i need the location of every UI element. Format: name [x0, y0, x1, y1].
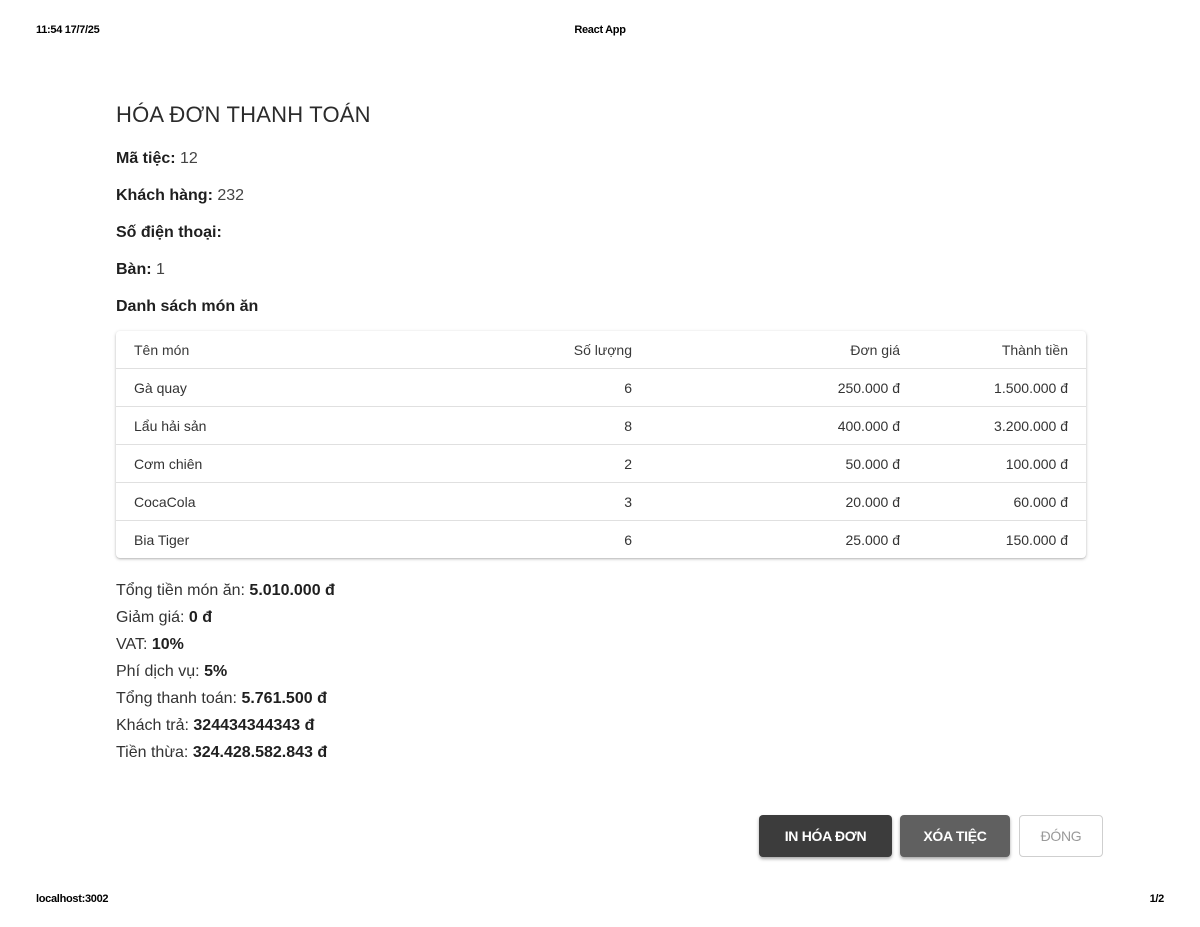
delete-party-button[interactable]: XÓA TIỆC	[900, 815, 1010, 857]
item-qty: 2	[492, 445, 650, 483]
paid-line	[116, 712, 1102, 739]
item-price: 50.000 đ	[650, 445, 918, 483]
invoice-info	[116, 149, 1102, 280]
party-id-label: Mã tiệc:	[116, 150, 176, 167]
party-id-line	[116, 149, 1102, 169]
print-page-title: React App	[574, 24, 626, 36]
item-price: 400.000 đ	[650, 407, 918, 445]
print-datetime: 11:54 17/7/25	[36, 24, 100, 36]
phone-label: Số điện thoại:	[116, 224, 222, 241]
item-qty: 6	[624, 531, 632, 548]
table-row	[116, 369, 1086, 407]
item-price: 20.000 đ	[650, 483, 918, 521]
item-qty: 3	[492, 483, 650, 521]
discount-line	[116, 604, 1102, 631]
close-button[interactable]: ĐÓNG	[1019, 815, 1103, 857]
print-url: localhost:3002	[36, 893, 109, 905]
customer-line	[116, 186, 1102, 206]
party-id-value: 12	[180, 150, 198, 167]
vat-label: VAT:	[116, 636, 148, 653]
dishes-table	[116, 331, 1086, 558]
column-header-total: Thành tiền	[918, 331, 1086, 369]
invoice-panel	[116, 100, 1102, 766]
discount-label: Giảm giá:	[116, 609, 185, 626]
invoice-title: HÓA ĐƠN THANH TOÁN	[116, 102, 371, 127]
table-number-value: 1	[156, 261, 165, 278]
item-qty: 8	[492, 407, 650, 445]
item-total: 150.000 đ	[1005, 531, 1068, 548]
table-row	[116, 407, 1086, 445]
change-label: Tiền thừa:	[116, 744, 189, 761]
phone-line	[116, 223, 1102, 243]
table-number-line	[116, 260, 1102, 280]
print-invoice-button[interactable]: IN HÓA ĐƠN	[759, 815, 892, 857]
item-price: 25.000 đ	[845, 531, 900, 548]
item-total: 3.200.000 đ	[918, 407, 1086, 445]
item-name: Gà quay	[116, 369, 492, 407]
service-fee-value: 5%	[204, 663, 228, 680]
column-header-qty: Số lượng	[492, 331, 650, 369]
item-total: 60.000 đ	[918, 483, 1086, 521]
item-price: 250.000 đ	[650, 369, 918, 407]
food-total-label: Tổng tiền món ăn:	[116, 582, 245, 599]
item-name: Bia Tiger	[134, 531, 190, 548]
service-fee-line	[116, 658, 1102, 685]
customer-value: 232	[217, 187, 245, 204]
item-qty: 6	[492, 369, 650, 407]
vat-value: 10%	[151, 636, 184, 653]
grand-total-value: 5.761.500 đ	[241, 690, 327, 707]
table-row	[116, 445, 1086, 483]
food-total-line	[116, 577, 1102, 604]
table-number-label: Bàn:	[116, 261, 152, 278]
item-total: 100.000 đ	[918, 445, 1086, 483]
vat-line	[116, 631, 1102, 658]
print-page-number: 1/2	[1149, 893, 1164, 905]
dishes-table-container	[116, 331, 1086, 558]
item-name: Lẩu hải sản	[116, 407, 492, 445]
paid-label: Khách trả:	[116, 717, 189, 734]
item-name: CocaCola	[116, 483, 492, 521]
customer-label: Khách hàng:	[116, 187, 213, 204]
table-header-row	[116, 331, 1086, 369]
column-header-name: Tên món	[116, 331, 492, 369]
food-total-value: 5.010.000 đ	[249, 582, 335, 599]
change-value: 324.428.582.843 đ	[192, 744, 328, 761]
item-name: Cơm chiên	[116, 445, 492, 483]
table-row	[116, 521, 1086, 559]
paid-value: 324434344343 đ	[193, 717, 315, 734]
table-row	[116, 483, 1086, 521]
change-line	[116, 739, 1102, 766]
grand-total-line	[116, 685, 1102, 712]
discount-value: 0 đ	[188, 609, 213, 626]
service-fee-label: Phí dịch vụ:	[116, 663, 200, 680]
invoice-summary	[116, 577, 1102, 766]
column-header-price: Đơn giá	[650, 331, 918, 369]
dishes-section-title: Danh sách món ăn	[116, 298, 259, 315]
item-total: 1.500.000 đ	[918, 369, 1086, 407]
grand-total-label: Tổng thanh toán:	[116, 690, 237, 707]
